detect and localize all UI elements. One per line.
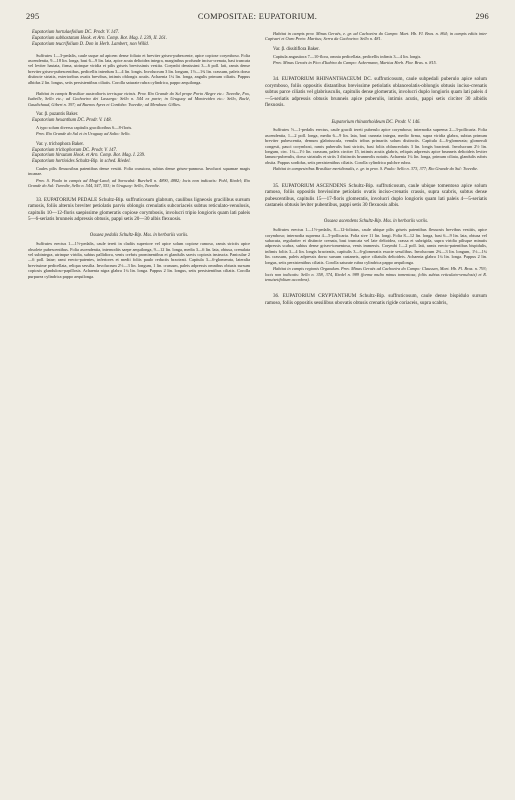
habitat-note: Habitat in campestribus Brasiliae meridionalis, e. gr. in prov. S. Paulo: Sello n. 373, 377; Rio Grande do Sul: Tweedie. [273,166,479,172]
habitat-note: Prov. Minas Geraës in Pico d'Itabira do Campo: Ackermann, Martius Herb. Flor. Bras. n. 815. [273,60,437,66]
habitat-note: Habitat in campis Brasiliae australioris terrisque vicinis. Prov. Rio Grande do Sul prope Porto Alegre etc.: Tweedie, Fox, Isabelle, Sello etc.; ad Cachoeira dei Lassergo: Sello n. 544 ex parte; in Uruguay ad Montevideo etc.: Sello, Baclé, Gaudichaud, Gibert n. 397; ad Buenos Ayres et Cordoba: Tweedie; ad Mendoza: Gillies. [28,90,250,107]
right-column [265,30,487,311]
synonym-centered: Eupatorium rhinanthoideum DC. Prodr. V. 146. [331,119,421,125]
spacer [265,283,487,290]
running-header [26,12,489,26]
running-title: COMPOSITAE: EUPATORIUM. [197,12,318,21]
spacer [265,114,487,118]
synonym: Eupatorium hortulaefolium DC. Prodr. V. 147. [32,30,120,35]
spacer [265,66,487,73]
variety-label: Var. β. puzantis Baker. [36,112,79,118]
spacer [265,213,487,217]
synonym-centered: Ossaea pedalis Schultz-Bip. Mss. in herbariis variis. [89,233,189,239]
habitat-note: Habitat in campis prov. Minas Geraës, e. gr. ad Cachoeira do Campo: Mart. Hb. Fl. Bras. n. 864; in campis editis inter Capivari et Ouro Preto: Martius; Serra da Cachoeira: Sello n. 481. [265,31,487,42]
synonym: Eupatorium subhastatum Hook. et Arn. Comp. Bot. Mag. I. 239, II. 261. [32,35,168,41]
variety-description: Caules pilis flexuosibus patentibus dense vestiti. Folia crassiora, subtus dense griseo-pannosa. Involucri squamae magis incanae. [28,166,250,177]
synonym: Eupatorium hexanthum DC. Prodr. V. 148. [32,118,112,124]
spacer [28,190,250,194]
species-description: Suffrutex erectus 1—1½-pedalis, caule tereti in cladiis superiore vel apice solum copiose ramoso, ramis strictis apice obsolete pubescentibus. Folia ascendentia, internodiis saepe aequilonga, 9—12 lin. longa, media 3—6 lin. lata, obtusa, crenulata vel subintegra, utrinque viridia, subtus pallidiora, venis crebris prominentibus et glandulis sarvis copiosis instructa. Paniculae 2—6 poll. latae; rami erecto-patentes, inferiores et medii foliis paulo reductis bracteati. Capitula 3—6-glomerata, lateralia brevissime pedicellata, reliqua sessilia. Involucrum 2½—3 lin. longum, 1 lin. crassum, paleis adpressis omnibus obtusis sursum copiosis glanduloso-papillosis. Achaenia nigra glabra 1¼ lin. longa. Pappus 2 lin. longus, setis persistentibus ciliatis. Corolla purpurea cylindrica pappo aequilonga. [28,241,250,279]
variety-label: Var. γ. trichophora Baker. [36,141,84,147]
synonym-centered: Ossaea ascendens Schultz-Bip. Mss. in herbariis variis. [323,219,429,225]
synonym: Eupatorium trichophorum DC. Prodr. V. 147. [32,147,118,153]
species-heading: 34. EUPATORIUM RHINANTHACEUM DC. suffruticosum, caule subpedali puberulo apice solum corymboso, foliis oppositis distantibus brevissime petiolatis oblanceolatis-oblongis obtusis inciso-crenatis subtus parce ciliatis vel glabriusculis, capitulis dense glomeratis, involucri duplo longioris quam lati paleis 4—5-seriatis adpressis obtusis brunneis apice puberulis, intimis acutis, pappi setis circiter 30 albidis flexuosis. [265,76,487,109]
habitat-note: Prov. Rio Grande do Sul et in Uruguay ad Salto: Sello. [36,131,131,137]
page-number-left: 295 [26,12,40,21]
habitat-note: Prov. S. Paulo in campis ad Mogi-Land; ad Sorocabá: Burchell n. 4890, 4882; locis non indicatis: Pohl, Riedel; Rio Grande do Sul: Tweedie, Sello n. 544, 547, 553; in Uruguay: Sello, Tweedie. [28,177,250,189]
variety-label: Var. β. dissitiflora Baker. [273,46,320,52]
synonym: Eupatorium teucrifolium D. Don in Herb. Lambert, non Willd. [32,41,149,47]
spacer [265,173,487,180]
variety-description: A typo solum diversa capitulis gracilioribus 6—8-floris. [36,124,133,130]
habitat-note: Habitat in campis regionis Organdum. Prov. Minas Geraës ad Cachoeira do Campo: Claussen, Mart. Hb. Fl. Bras. n. 793; locis non indicatis: Sello n. 358, 374, Riedel n. 989 (forma multo minus tomentosa, foliis subtus reticulato-venulosis) et R. tenuisetifolium accedens). [265,266,487,282]
page-number-right: 296 [475,12,489,21]
species-description: Suffrutex erectus 1—1½-pedalis, 8—12-foliatus, caule ubique pilis griseis patentibus flexuosis brevibus vestitis, apice corymboso; internodia suprema 4—5-pollicaria. Folia sive 11 lin. longi. Folia 8—12 lin. longa, basi 6—9 lin. lata, obtusa vel subacuta, regulariter et distincte crenata, basi truncata vel late deltoidea, crassa et subrigida, supra viridia pilisque minutis adpressis scabra, subtus dense griseo-tomentosa, venis immersis. Corymbi 1—2 poll. lati, ramis erecto-patentibus bispidulis, infimis foliis 3—4 lin. longis bracteatis, capitulis 3—6-glomeratis exacte sessilibus. Involucrum 2¾—3 lin. longum, 1½—1¾ lin. crassum, paleis adpressis dorso sursum castaneis, apice ciliatulis deltoideis. Achaenia glabra 1¼ lin. longa. Pappus 2 lin. longus, setis persistentibus ciliatis. Corolla saturate rubra cylindrica pappo aequilonga. [265,227,487,265]
synonym: Eupatorium hortioides Schultz-Bip. in sched. Riedel. [32,159,131,165]
left-column [28,30,250,280]
spacer [28,48,250,52]
species-description: Suffrutex ½—1-pedalis erectus, caule gracili tereti puberulo apice corymboso; internodia suprema 2—3-pollicaria. Folia ascendentia, 1—2 poll. longa, media 6—9 lin. lata, basi cuneata integra, medio firma, supra viridia glabra, subtus primum breviter pubescentia, demum glabriuscula, venulis tribus primariis solum distinctis. Capitula 4—6-glomerata; glomeruli congesti, pauci corymbosi, ramis puberulis basi strictis, basi foliis oblanceolatis 3 lin. longis bracteati. Involucrum 2½ lin. longum, circ. 1¼—1½ lin. crassum, paleis circiter 15, intimis acutis glabris, reliquis adpressis apice brunneis deltoideis leviter lanuno-puberulis, dorso striatulis et striis 3 distinctis brunneolis notatis. Achaenia 1¼ lin. longa, primum ciliata, glandulis rubris obsita. Pappus sordidus, setis persistentibus ciliatis. Corolla cylindrica pulchre rubra. [265,127,487,165]
species-heading: 36. EUPATORIUM CRYPTANTHUM Schultz-Bip. suffruticosum, caule dense bispidulo sursum ramoso, foliis oppositis sessilibus obovatis obtusis crenatis rigide coriaceis, supra scabris, [265,293,487,306]
spacer [28,227,250,231]
synonym: Eupatorium hirsutum Hook. et Arn. Comp. Bot. Mag. I. 239. [32,153,146,159]
variety-description: Capitula angustiora 7—10-flora, omnia pedicellata, pedicellis infimis 3—4 lin. longis. [273,53,422,59]
species-heading: 33. EUPATORIUM PEDALE Schultz-Bip. suffruticosum glabrum, caulibus ligneosis gracilibus sursum ramosis, foliis alternis breviter petiolatis parvis oblongis crenulatis subcoriaceis subtus reticulato-venulosis, capitulis 10—12-floris saepissime glomeratis copiose corymbosis, involucri tripio longioris quam lati paleis 5—6-seriatis brunneis adpressis obtusis, pappi setis 20—30 albis flexuosis. [28,196,250,222]
species-description: Suffrutex 1—3-pedalis, caule usque ad apicem dense foliato et breviter griseo-pubescente, apice copiose corymboso. Folia ascendentia, 9—18 lin. longa, basi 6—9 lin. lata, apice acuta deltoidea integra, marginibus profunde inciso-crenata, basi truncata vel leviter hastata, firma, utrinque viridia et pilis griseis brevissimis vestita. Corymbi densissimi 3—6 poll. lati, ramis dense breviter griseo-pubescentibus, pedicellis interdum 3—4 lin. longis. Involucrum 3 lin. longum, 1½—1¾ lin. crassum, paleis dorso distincte striatis, exterioribus ovatis brevibus, intimis oblongis acutis. Achaenia 1¼ lin. longa, angulis primum ciliatis. Pappus albidus 2 lin. longus, setis persistentibus ciliatis. Corolla saturate rubra cylindrica, pappo aequilonga. [28,52,250,85]
spacer [28,86,250,90]
species-heading: 35. EUPATORIUM ASCENDENS Schultz-Bip. suffruticosum, caule ubique tomentoso apice solum ramoso, foliis oppositis brevissime petiolatis ovatis inciso-crenatis crassis, supra scabris, subtus dense pubescentibus, capitulis 15—17-floris glomeratis, involucri duplo longioris quam lati paleis 4—5-seriatis castaneis obtusis leviter pubentibus, pappi setis 30 flexuosis albis. [265,182,487,208]
